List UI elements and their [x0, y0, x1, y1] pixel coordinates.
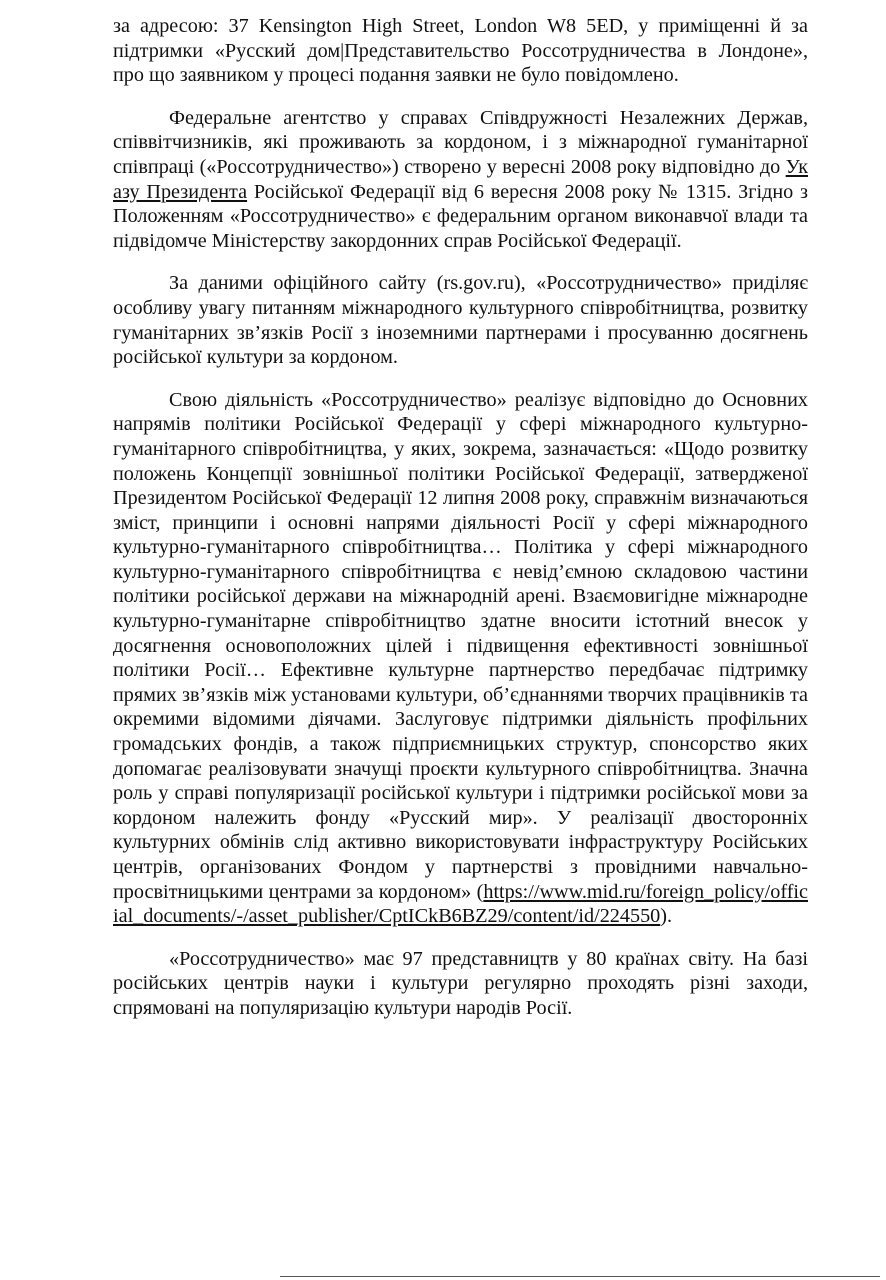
- paragraph-agency-text-end: Російської Федерації від 6 вересня 2008 року № 1315. Згідно з Положенням «Россотрудничество» є федеральним органом виконавчої влади та підвідомче Міністерству закордонних справ Російської Федерації.: [113, 180, 808, 252]
- paragraph-policy: [113, 388, 808, 929]
- paragraph-address: [113, 14, 808, 88]
- paragraph-policy-paren-close: ).: [660, 905, 673, 928]
- paragraph-website-text: За даними офіційного сайту (rs.gov.ru), «Россотрудничество» приділяє особливу увагу питанням міжнародного культурного співробітництва, розвитку гуманітарних зв’язків Росії з іноземними партнерами і просуванню досягнень російської культури за кордоном.: [113, 272, 808, 369]
- decree-link[interactable]: Указу Президента: [113, 155, 808, 203]
- paragraph-offices-text: «Россотрудничество» має 97 представництв у 80 країнах світу. На базі російських центрів науки і культури регулярно проходять різні заходи, спрямовані на популяризацію культури народів Росії.: [113, 947, 808, 1019]
- paragraph-address-text: за адресою: 37 Kensington High Street, London W8 5ED, у приміщенні й за підтримки «Русский дом|Представительство Россотрудничества в Лондоне», про що заявником у процесі подання заявки не було повідомлено.: [113, 15, 808, 87]
- paragraph-website: [113, 271, 808, 369]
- document-page: [113, 14, 808, 1021]
- paragraph-agency-text-start: Федеральне агентство у справах Співдружності Незалежних Держав, співвітчизників, які проживають за кордоном, і з міжнародної гуманітарної співпраці («Россотрудничество») створено у вересні 2008 року відповідно до: [113, 106, 808, 178]
- paragraph-offices: [113, 947, 808, 1021]
- paragraph-policy-text: Свою діяльність «Россотрудничество» реалізує відповідно до Основних напрямів політики Російської Федерації у сфері міжнародного культурно-гуманітарного співробітництва, у яких, зокрема, зазначається: «Щодо розвитку положень Концепції зовнішньої політики Російської Федерації, затвердженої Президентом Російської Федерації 12 липня 2008 року, справжнім визначаються зміст, принципи і основні напрями діяльності Росії у сфері міжнародного культурно-гуманітарного співробітництва… Політика у сфері міжнародного культурно-гуманітарного співробітництва є невід’ємною складовою частини політики російської держави на міжнародній арені. Взаємовигідне міжнародне культурно-гуманітарне співробітництво здатне вносити істотний внесок у досягнення основоположних цілей і підвищення ефективності зовнішньої політики Росії… Ефективне культурне партнерство передбачає підтримку прямих зв’язків між установами культури, об’єднаннями творчих працівників та окремими відомими діячами. Заслуговує підтримки діяльність профільних громадських фондів, а також підприємницьких структур, спонсорство яких допомагає реалізовувати значущі проєкти культурного співробітництва. Значна роль у справі популяризації російської культури і підтримки російської мови за кордоном належить фонду «Русский мир». У реалізації двосторонніх культурних обмінів слід активно використовувати інфраструктуру Російських центрів, організованих Фондом у партнерстві з провідними навчально-просвітницькими центрами за кордоном»: [113, 388, 808, 903]
- mid-document-link[interactable]: https://www.mid.ru/foreign_policy/official_documents/-/asset_publisher/CptICkB6BZ29/content/id/224550: [113, 880, 808, 928]
- page-bottom-divider: [280, 1276, 880, 1277]
- paragraph-agency: [113, 106, 808, 254]
- paragraph-policy-paren-open: (: [476, 880, 484, 903]
